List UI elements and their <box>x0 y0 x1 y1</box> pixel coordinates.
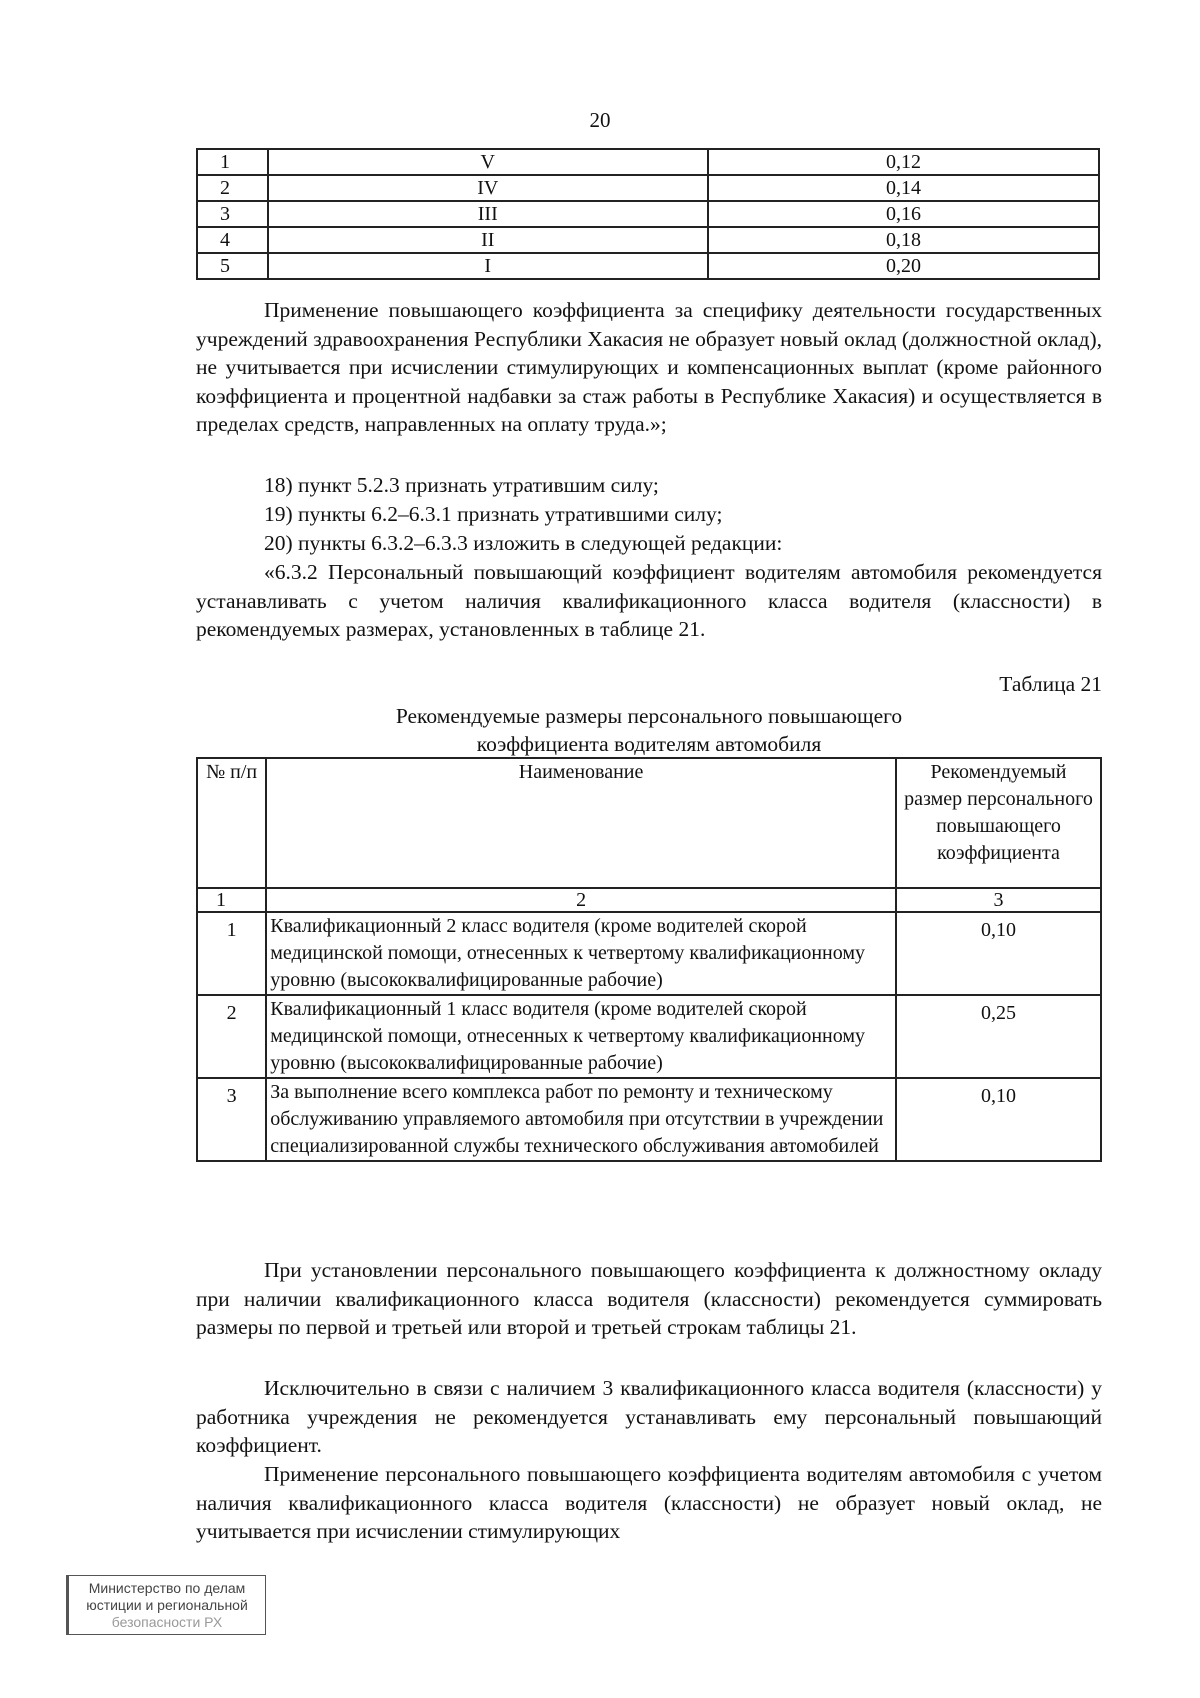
stamp-line-3: безопасности РХ <box>111 1614 223 1630</box>
category-cell: I <box>268 253 708 279</box>
amendment-item-18: 18) пункт 5.2.3 признать утратившим силу; <box>264 473 659 497</box>
row-number: 2 <box>197 995 266 1078</box>
table-label: Таблица 21 <box>999 672 1102 696</box>
amendment-item-19: 19) пункты 6.2–6.3.1 признать утратившими силу; <box>264 502 723 526</box>
paragraph-specifics-coefficient: Применение повышающего коэффициента за специфику деятельности государственных учреждений здравоохранения Республики Хакасия не образует новый оклад (должностной оклад), не учитывается при исчислении стимулирующих и компенсационных выплат (кроме районного коэффициента и процентной надбавки за стаж работы в Республике Хакасия) и осуществляется в пределах средств, направленных на оплату труда.»; <box>196 298 1102 436</box>
table-21 <box>196 757 1102 1162</box>
header-name: Наименование <box>266 758 896 888</box>
coefficient-cell: 0,14 <box>708 175 1099 201</box>
column-number: 2 <box>266 888 896 912</box>
row-coefficient: 0,10 <box>896 1078 1101 1161</box>
amendment-item-20: 20) пункты 6.3.2–6.3.3 изложить в следующей редакции: <box>264 531 783 555</box>
header-coefficient: Рекомендуемый размер персонального повышающего коэффициента <box>896 758 1101 888</box>
page-number: 20 <box>589 108 611 132</box>
table-row <box>197 201 1099 227</box>
paragraph-class-3: Исключительно в связи с наличием 3 квалификационного класса водителя (классности) у работника учреждения не рекомендуется устанавливать ему персональный повышающий коэффициент. <box>196 1376 1102 1457</box>
column-number: 1 <box>197 888 266 912</box>
stamp-line-2: юстиции и региональной <box>86 1597 248 1613</box>
row-number: 5 <box>197 253 268 279</box>
row-number: 3 <box>197 1078 266 1161</box>
paragraph-6-3-2: «6.3.2 Персональный повышающий коэффициент водителям автомобиля рекомендуется устанавливать с учетом наличия квалификационного класса водителя (классности) в рекомендуемых размерах, установленных в таблице 21. <box>196 560 1102 641</box>
table-row <box>197 995 1101 1078</box>
row-number: 3 <box>197 201 268 227</box>
table-row <box>197 227 1099 253</box>
row-name: Квалификационный 1 класс водителя (кроме водителей скорой медицинской помощи, отнесенных к четвертому квалификационному уровню (высококвалифицированные рабочие) <box>266 995 896 1078</box>
row-number: 4 <box>197 227 268 253</box>
table-row <box>197 912 1101 995</box>
table-row <box>197 149 1099 175</box>
table-header-row <box>197 758 1101 888</box>
column-number-row <box>197 888 1101 912</box>
category-cell: V <box>268 149 708 175</box>
row-name: Квалификационный 2 класс водителя (кроме водителей скорой медицинской помощи, отнесенных к четвертому квалификационному уровню (высококвалифицированные рабочие) <box>266 912 896 995</box>
coefficient-cell: 0,16 <box>708 201 1099 227</box>
paragraph-application: Применение персонального повышающего коэффициента водителям автомобиля с учетом наличия квалификационного класса водителя (классности) не образует новый оклад, не учитывается при исчислении стимулирующих <box>196 1462 1102 1543</box>
row-name: За выполнение всего комплекса работ по ремонту и техническому обслуживанию управляемого автомобиля при отсутствии в учреждении специализированной службы технического обслуживания автомобилей <box>266 1078 896 1161</box>
table-caption-line-1: Рекомендуемые размеры персонального повышающего <box>395 704 903 728</box>
row-number: 1 <box>197 912 266 995</box>
header-number: № п/п <box>197 758 266 888</box>
table-caption <box>196 702 1102 758</box>
table-row <box>197 175 1099 201</box>
ministry-stamp <box>66 1575 266 1635</box>
coefficient-cell: 0,20 <box>708 253 1099 279</box>
table-caption-line-2: коэффициента водителям автомобиля <box>476 732 822 756</box>
coefficient-cell: 0,12 <box>708 149 1099 175</box>
row-number: 1 <box>197 149 268 175</box>
category-cell: III <box>268 201 708 227</box>
row-coefficient: 0,10 <box>896 912 1101 995</box>
coefficient-table-top <box>196 148 1100 280</box>
stamp-line-1: Министерство по делам <box>88 1580 246 1596</box>
coefficient-cell: 0,18 <box>708 227 1099 253</box>
column-number: 3 <box>896 888 1101 912</box>
table-row <box>197 1078 1101 1161</box>
category-cell: II <box>268 227 708 253</box>
category-cell: IV <box>268 175 708 201</box>
row-coefficient: 0,25 <box>896 995 1101 1078</box>
table-row <box>197 253 1099 279</box>
row-number: 2 <box>197 175 268 201</box>
paragraph-summation: При установлении персонального повышающего коэффициента к должностному окладу при наличии квалификационного класса водителя (классности) рекомендуется суммировать размеры по первой и третьей или второй и третьей строкам таблицы 21. <box>196 1258 1102 1339</box>
